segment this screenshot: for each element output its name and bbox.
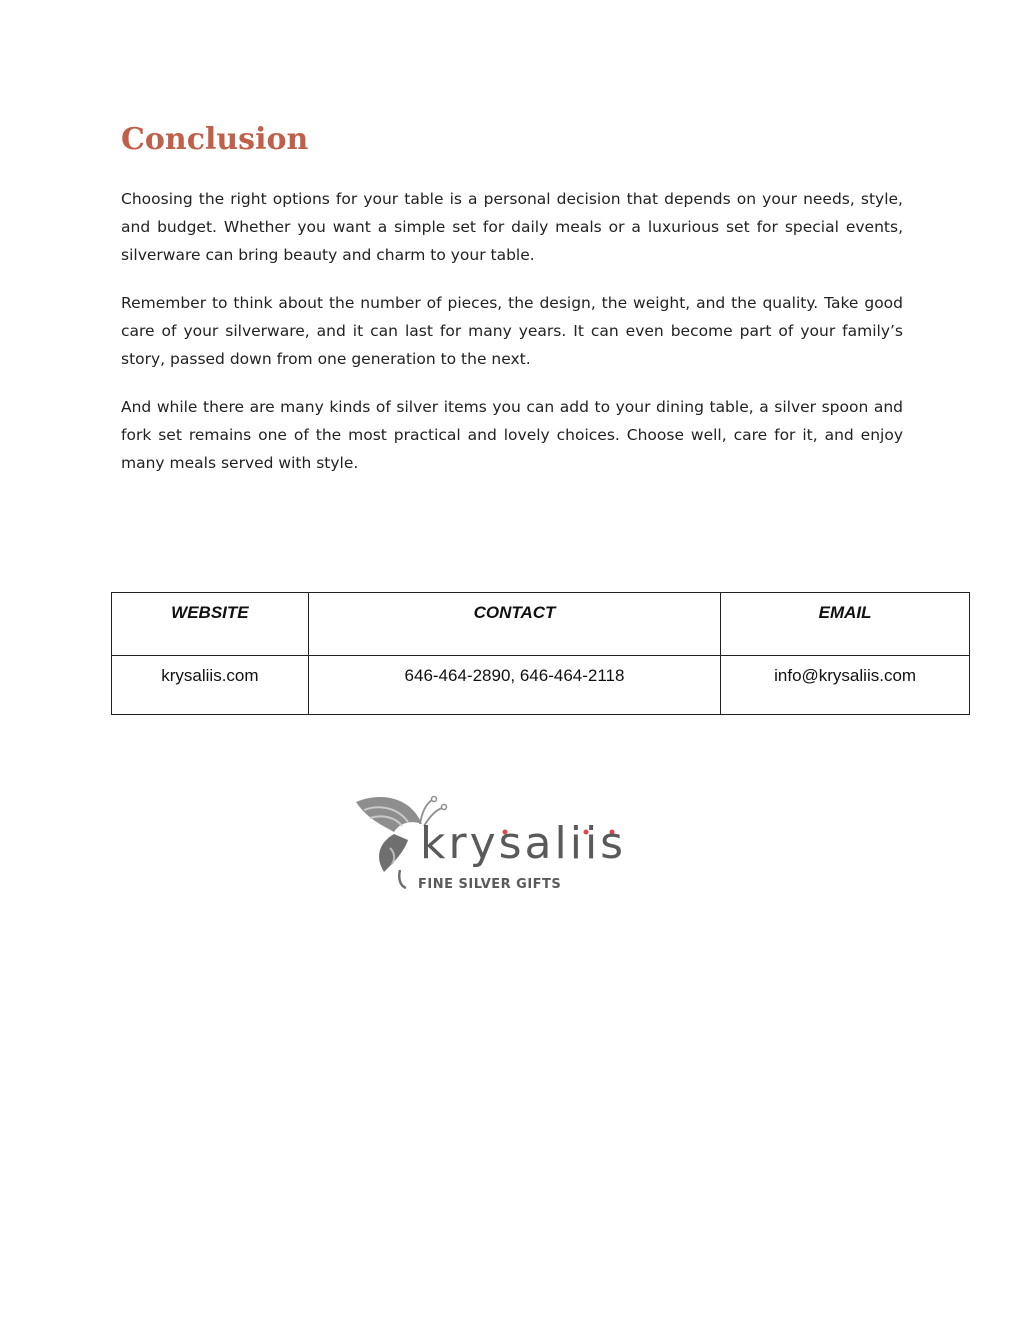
brand-logo <box>350 790 680 900</box>
paragraph: Choosing the right options for your table is a personal decision that depends on your needs, style, and budget. Whether you want a simple set for daily meals or a luxurious set for special events, silverware can bring beauty and charm to your table. <box>121 190 903 264</box>
contact-table <box>111 592 970 715</box>
body-text <box>121 185 903 497</box>
brand-name: krysaliis <box>420 818 627 869</box>
butterfly-icon <box>350 790 680 900</box>
phone-value[interactable]: 646-464-2890, 646-464-2118 <box>308 656 720 715</box>
table-header-row <box>112 593 970 656</box>
paragraph: And while there are many kinds of silver items you can add to your dining table, a silver spoon and fork set remains one of the most practical and lovely choices. Choose well, care for it, and enjoy many meals served with style. <box>121 398 903 472</box>
paragraph: Remember to think about the number of pieces, the design, the weight, and the quality. Take good care of your silverware, and it can last for many years. It can even become part of your family’s story, passed down from one generation to the next. <box>121 294 903 368</box>
header-website: WEBSITE <box>112 593 309 656</box>
header-email: EMAIL <box>721 593 970 656</box>
website-value[interactable]: krysaliis.com <box>112 656 309 715</box>
table-row <box>112 656 970 715</box>
brand-tagline: FINE SILVER GIFTS <box>418 877 562 892</box>
header-contact: CONTACT <box>308 593 720 656</box>
email-value[interactable]: info@krysaliis.com <box>721 656 970 715</box>
section-heading: Conclusion <box>121 122 309 157</box>
